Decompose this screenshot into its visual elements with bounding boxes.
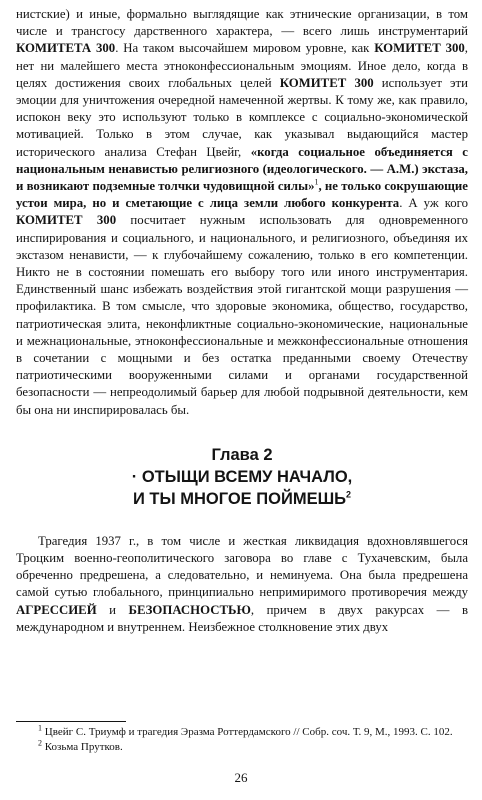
chapter-title-footnote-mark: 2 bbox=[346, 489, 352, 500]
text-run: и bbox=[96, 602, 129, 617]
text-run: нистские) и иные, формально выглядящие как этнические организации, в том числе и трансгосу дарственного характера, — всего лишь инструментарий bbox=[16, 7, 468, 39]
text-run: Трагедия 1937 г., в том числе и жесткая ликвидация вдохновлявшегося Троцким военно-геополитического заговора во главе с Тухачевским, была обреченно предрешена, а следовательно, и неминуема. Она была предрешена самой сутью глобального, принципиально непримиримого противоречия между bbox=[16, 533, 468, 600]
text-run: . На таком высочайшем мировом уровне, как bbox=[115, 41, 375, 56]
text-run: использует эти эмоции для уничтожения очередной намеченной жертвы. К тому же, как правило, испокон веку это используют только в комплексе с социально-экономической мотивацией. Только в этом случае, как указывал выдающийся мастер исторического анализа Стефан Цвейг, bbox=[16, 75, 468, 159]
bold-text: , не только сокрушающие устои мира, но и сметающие с лица земли любого конкурента bbox=[16, 179, 468, 211]
bold-text: КОМИТЕТ 300 bbox=[16, 213, 117, 228]
footnote-2 bbox=[16, 737, 468, 755]
text-run: , нет ни малейшего места этноконфессиональным эмоциям. Иное дело, когда в целях достижения своих глобальных целей bbox=[16, 41, 468, 90]
chapter-label: Глава 2 bbox=[211, 445, 273, 464]
chapter-title-text: И ТЫ МНОГОЕ ПОЙМЕШЬ bbox=[132, 489, 347, 508]
bold-text: КОМИТЕТА 300 bbox=[16, 41, 116, 56]
footnote-mark: 2 bbox=[38, 737, 42, 747]
footnote-rule bbox=[16, 721, 126, 722]
footnote-1 bbox=[16, 725, 468, 740]
footnote-ref: 1 bbox=[314, 177, 319, 187]
bold-text: «когда социальное объединяется с национальным ненавистью религиозного (идеологического. — А.М.) экстаза, и возникают подземные толчки чудовищной силы» bbox=[16, 144, 468, 194]
bold-text: АГРЕССИЕЙ bbox=[16, 602, 97, 617]
chapter-title-line-2 bbox=[16, 488, 468, 510]
bold-text: КОМИТЕТ 300 bbox=[374, 41, 465, 56]
chapter-title-line-1: · ОТЫЩИ ВСЕМУ НАЧАЛО, bbox=[131, 467, 353, 486]
page-number: 26 bbox=[234, 770, 248, 785]
footnote-text: Козьма Прутков. bbox=[42, 740, 123, 753]
footnote-text: Цвейг С. Триумф и трагедия Эразма Роттердамского // Собр. соч. Т. 9, М., 1993. С. 102. bbox=[42, 726, 453, 738]
bold-text: БЕЗОПАСНОСТЬЮ bbox=[128, 602, 251, 617]
text-run: . А уж кого bbox=[399, 196, 468, 211]
text-run: посчитает нужным использовать для одновременного инспирирования и социального, и национального, и религиозного, объединяя их экстазом ненависти, — к глубочайшему сожалению, только в его компетенции. Никто не в состоянии помешать его выбору того или иного инструментария. Единственный шанс избежать воздействия этой гигантской мощи разрушения — профилактика. В том смысле, что здоровые экономика, общество, государство, патриотическая элита, неконфликтные социально-экономические, национальные и межнациональные, этноконфессиональные и межконфессиональные отношения в сочетании с мощными и без остатка преданными своему Отечеству патриотическими вооруженными силами и органами государственной безопасности — непреодолимый барьер для любой подрывной деятельности, кем бы она ни инспирировалась бы. bbox=[16, 213, 468, 417]
footnotes bbox=[16, 721, 468, 754]
body-paragraph-2 bbox=[16, 533, 468, 636]
bold-text: КОМИТЕТ 300 bbox=[279, 75, 374, 90]
footnote-mark: 1 bbox=[38, 723, 42, 733]
text-run: , причем в двух ракурсах — в международном и внутреннем. Неизбежное столкновение этих двух bbox=[16, 602, 468, 634]
body-paragraph-1 bbox=[16, 0, 468, 419]
